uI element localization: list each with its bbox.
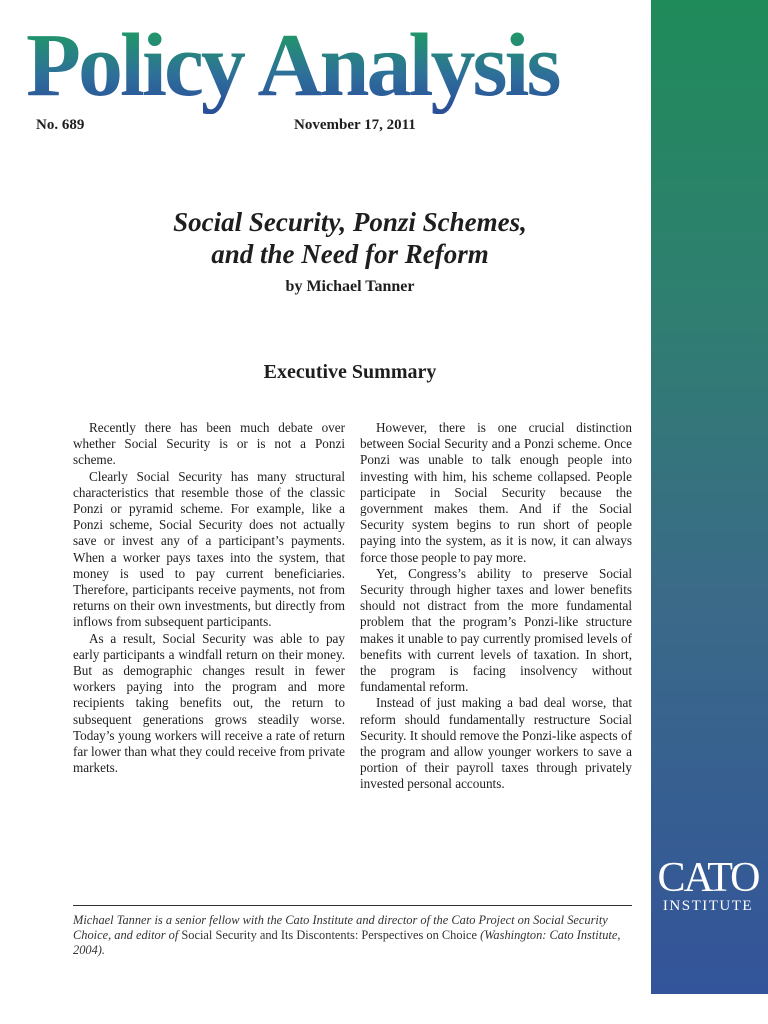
bio-book-title: Social Security and Its Discontents: Perspectives on Choice [181, 928, 478, 942]
executive-summary-heading: Executive Summary [263, 361, 437, 383]
summary-right-column [360, 420, 632, 793]
issue-number: No. 689 [36, 117, 85, 133]
bio-text-2: (Washington: Cato Institute, 2004). [73, 928, 621, 957]
masthead-title: Policy Analysis [26, 18, 646, 114]
issue-date: November 17, 2011 [294, 117, 416, 133]
bio-text-1: Michael Tanner is a senior fellow with the Cato Institute and director of the Cato Project on Social Security Choice, and editor of [73, 913, 608, 942]
footnote-divider [73, 905, 632, 906]
logo-cato-text: CATO [657, 855, 759, 901]
side-color-band [651, 0, 768, 994]
article-title [70, 206, 630, 270]
author-bio [73, 913, 633, 958]
paragraph: Clearly Social Security has many structural characteristics that resemble those of the classic Ponzi or pyramid scheme. For example, like a Ponzi scheme, Social Security does not actually save or invest any of a participant’s payments. When a worker pays taxes into the system, that money is used to pay current beneficiaries. Therefore, participants receive payments, not from returns on their own investments, but directly from inflows from subsequent participants. [73, 468, 345, 630]
cato-logo [657, 855, 759, 914]
paragraph: However, there is one crucial distinction between Social Security and a Ponzi scheme. Once Ponzi was unable to talk enough people into investing with him, his scheme collapsed. People participate in Social Security because the government makes them. And if the Social Security system begins to run short of people paying into the system, as it is now, it can always force those people to pay more. [360, 420, 632, 565]
paragraph: Recently there has been much debate over whether Social Security is or is not a Ponzi scheme. [73, 420, 345, 468]
byline: by Michael Tanner [285, 278, 415, 295]
title-line-1: Social Security, Ponzi Schemes, [173, 207, 527, 237]
paragraph: Instead of just making a bad deal worse, that reform should fundamentally restructure Social Security. It should remove the Ponzi-like aspects of the program and allow younger workers to save a portion of their payroll taxes through privately invested personal accounts. [360, 695, 632, 792]
paragraph: Yet, Congress’s ability to preserve Social Security through higher taxes and lower benefits should not distract from the more fundamental problem that the program’s Ponzi-like structure makes it unable to pay currently promised levels of benefits with current levels of taxation. In short, the program is facing insolvency without fundamental reform. [360, 565, 632, 695]
summary-left-column [73, 420, 345, 776]
paragraph: As a result, Social Security was able to pay early participants a windfall return on their money. But as demographic changes result in fewer workers paying into the program and more recipients taking benefits out, the return to subsequent generations grows steadily worse. Today’s young workers will receive a rate of return far lower than what they could receive from private markets. [73, 630, 345, 776]
logo-institute-text: INSTITUTE [662, 898, 754, 914]
title-line-2: and the Need for Reform [211, 239, 489, 269]
